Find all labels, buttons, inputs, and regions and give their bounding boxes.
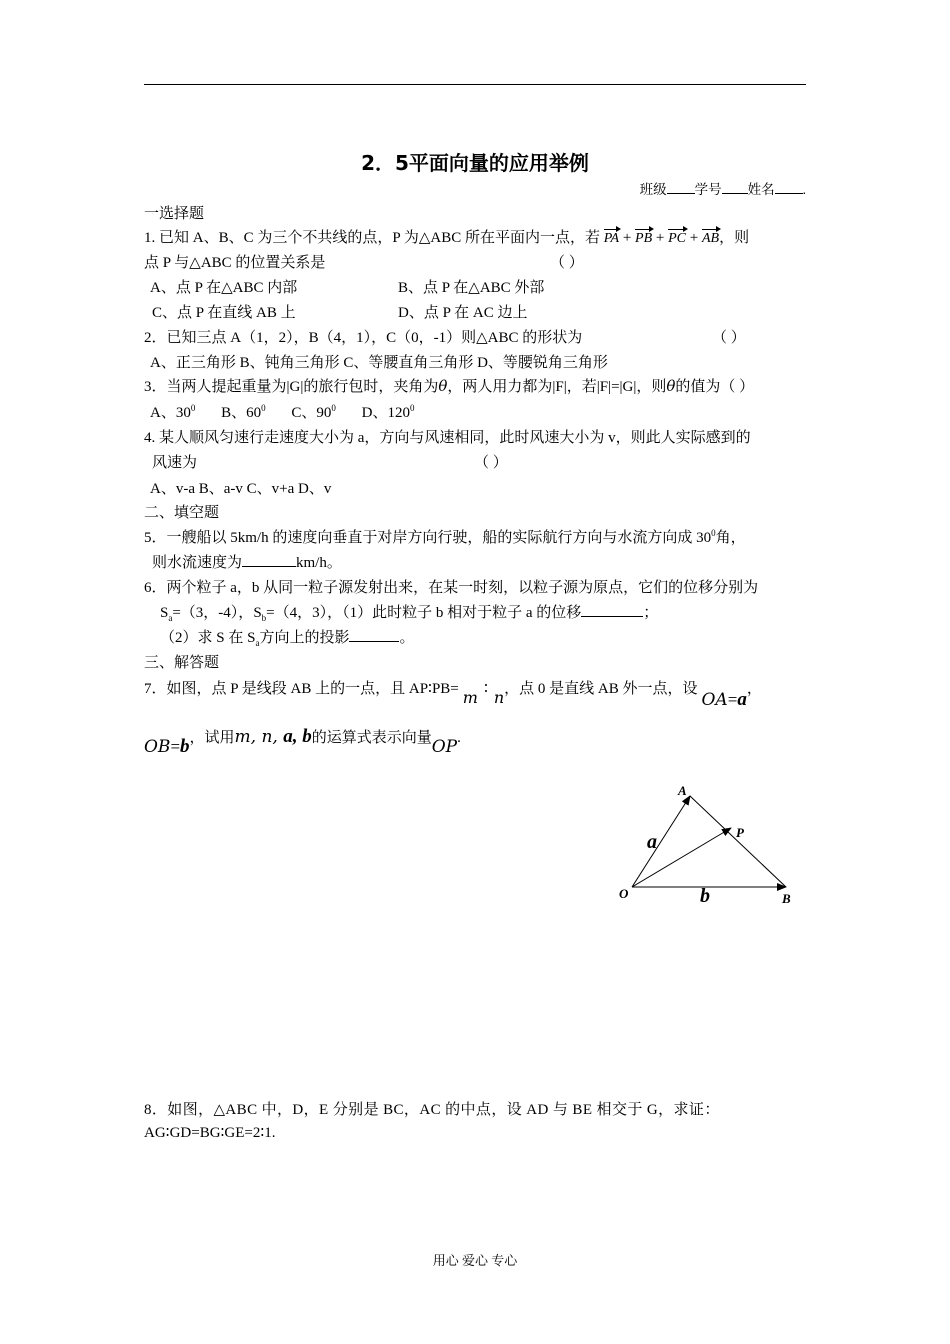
class-blank[interactable] — [667, 179, 695, 194]
q7-text-b: ，点 0 是直线 AB 外一点，设 — [504, 681, 698, 697]
q2-text: 2．已知三点 A（1，2），B（4，1），C（0，-1）则△ABC 的形状为 — [144, 330, 583, 346]
colon: ∶ — [483, 681, 488, 697]
q3-text-a: 3．当两人提起重量为|G|的旅行包时，夹角为 — [144, 379, 439, 395]
vec-b: b — [180, 736, 190, 757]
vec-op: OP — [431, 737, 458, 757]
q2-answer-paren[interactable]: （ ） — [712, 330, 746, 346]
theta-symbol: θ — [438, 377, 448, 395]
q1-option-b: B、点 P 在△ABC 外部 — [398, 280, 545, 296]
q6-text-e: 方向上的投影 — [259, 630, 350, 646]
sub-a: a — [168, 613, 173, 623]
q6-line1: 6．两个粒子 a，b 从同一粒子源发射出来，在某一时刻，以粒子源为原点，它们的位移分别为 — [144, 580, 759, 596]
q5-text-c: 则水流速度为 — [152, 555, 243, 571]
q1-line2: 点 P 与△ABC 的位置关系是 — [144, 255, 326, 271]
s-symbol: S — [160, 605, 169, 621]
vector-oa-line — [632, 796, 690, 887]
id-blank[interactable] — [722, 179, 748, 194]
q3-text-b: ，两人用力都为|F|，若|F|=|G|，则 — [447, 379, 667, 395]
q5-line1 — [144, 526, 746, 547]
q1-line1 — [144, 226, 749, 247]
degree: 0 — [409, 403, 415, 413]
q3-text — [144, 375, 754, 396]
q6-answer-blank-2[interactable] — [349, 627, 399, 642]
q1-option-a: A、点 P 在△ABC 内部 — [150, 280, 298, 296]
q6-text-c: ； — [643, 605, 659, 621]
section-fill: 二、填空题 — [144, 505, 220, 521]
q1-option-d: D、点 P 在 AC 边上 — [398, 305, 528, 321]
degree: 0 — [711, 528, 716, 538]
end-mark: . — [802, 182, 806, 197]
label-p-point: P — [736, 825, 744, 840]
degree: 0 — [190, 403, 196, 413]
page-footer: 用心 爱心 专心 — [432, 1253, 518, 1268]
vars-ab: a, b — [283, 726, 312, 747]
q5-answer-blank[interactable] — [242, 552, 296, 567]
theta-symbol: θ — [666, 377, 676, 395]
label-o-point: O — [619, 886, 629, 901]
vec-pa: PA — [604, 227, 619, 247]
q3-option-d: D、120 — [361, 405, 410, 421]
q7-line1 — [144, 677, 762, 710]
q6-text-a: =（3，-4）， — [172, 605, 254, 621]
q8-line2: AG∶GD=BG∶GE=2∶1. — [144, 1125, 276, 1141]
id-label: 学号 — [694, 182, 722, 197]
q4-line2: 风速为 — [152, 455, 198, 471]
var-m: m — [462, 688, 478, 707]
q3-option-a: A、30 — [150, 405, 191, 421]
class-label: 班级 — [639, 182, 667, 197]
label-a-point: A — [678, 783, 687, 798]
q6-text-b: =（4，3），（1）此时粒子 b 相对于粒子 a 的位移 — [266, 605, 582, 621]
segment-ab — [690, 796, 786, 887]
q1-option-c: C、点 P 在直线 AB 上 — [152, 305, 296, 321]
sub-a: a — [255, 638, 260, 648]
q2-options: A、正三角形 B、钝角三角形 C、等腰直角三角形 D、等腰锐角三角形 — [150, 355, 608, 371]
label-vector-b: b — [700, 885, 710, 907]
vec-pb: PB — [635, 227, 652, 247]
q7-text-d: 的运算式表示向量 — [311, 730, 432, 746]
vec-a: a — [737, 689, 747, 710]
degree: 0 — [331, 403, 336, 413]
q3-option-c: C、90 — [291, 405, 332, 421]
q4-options: A、v-a B、a-v C、v+a D、v — [150, 481, 332, 497]
q6-text-d: （2）求 S 在 S — [160, 630, 256, 646]
q5-text-b: 角， — [715, 530, 746, 546]
q7-text-a: 7．如图，点 P 是线段 AB 上的一点，且 AP∶PB= — [144, 681, 459, 697]
sub-b: b — [261, 613, 267, 623]
q4-answer-paren[interactable]: （ ） — [474, 455, 508, 471]
q5-line2 — [152, 551, 342, 572]
q3-text-c: 的值为（ ） — [675, 379, 755, 395]
q7-text-c: ，试用 — [189, 730, 235, 746]
header-rule — [144, 84, 806, 85]
period: . — [457, 730, 461, 746]
q7-line2 — [144, 726, 461, 757]
plus: + — [622, 230, 632, 246]
comma: ， — [746, 681, 762, 697]
q5-text-d: km/h。 — [296, 555, 342, 571]
q6-line2 — [160, 601, 658, 623]
q3-option-b: B、60 — [221, 405, 262, 421]
q6-answer-blank-1[interactable] — [581, 602, 643, 617]
triangle-diagram — [600, 770, 810, 920]
vars-mn: m, n, — [234, 727, 284, 747]
plus: + — [689, 230, 699, 246]
s-symbol: S — [253, 605, 262, 621]
page-title: 2．5平面向量的应用举例 — [361, 151, 589, 175]
degree: 0 — [261, 403, 266, 413]
q1-text-end: ，则 — [719, 230, 750, 246]
vec-ab: AB — [702, 227, 719, 247]
q8-line1: 8．如图，△ABC 中，D，E 分别是 BC，AC 的中点，设 AD 与 BE 相交于 G，求证： — [144, 1102, 720, 1118]
var-n: n — [493, 688, 505, 707]
vec-oa: OA — [701, 690, 728, 710]
q4-line1: 4. 某人顺风匀速行走速度大小为 a，方向与风速相同，此时风速大小为 v，则此人实际感到的 — [144, 430, 751, 446]
q5-text-a: 5．一艘船以 5km/h 的速度向垂直于对岸方向行驶，船的实际航行方向与水流方向成 30 — [144, 530, 712, 546]
q3-options — [150, 401, 414, 422]
vec-ob: OB — [144, 737, 171, 757]
vec-pc: PC — [668, 227, 686, 247]
q1-text: 1. 已知 A、B、C 为三个不共线的点，P 为△ABC 所在平面内一点，若 — [144, 230, 601, 246]
student-info-line — [640, 178, 806, 198]
q1-answer-paren[interactable]: （ ） — [550, 255, 584, 271]
section-solve: 三、解答题 — [144, 655, 220, 671]
section-choice: 一选择题 — [144, 206, 205, 222]
q6-text-f: 。 — [399, 630, 415, 646]
name-blank[interactable] — [775, 179, 803, 194]
equals: = — [727, 690, 738, 709]
label-vector-a: a — [647, 831, 657, 853]
name-label: 姓名 — [747, 182, 775, 197]
equals: = — [170, 737, 181, 756]
plus: + — [655, 230, 665, 246]
label-b-point: B — [782, 891, 791, 906]
q6-line3 — [160, 626, 414, 648]
